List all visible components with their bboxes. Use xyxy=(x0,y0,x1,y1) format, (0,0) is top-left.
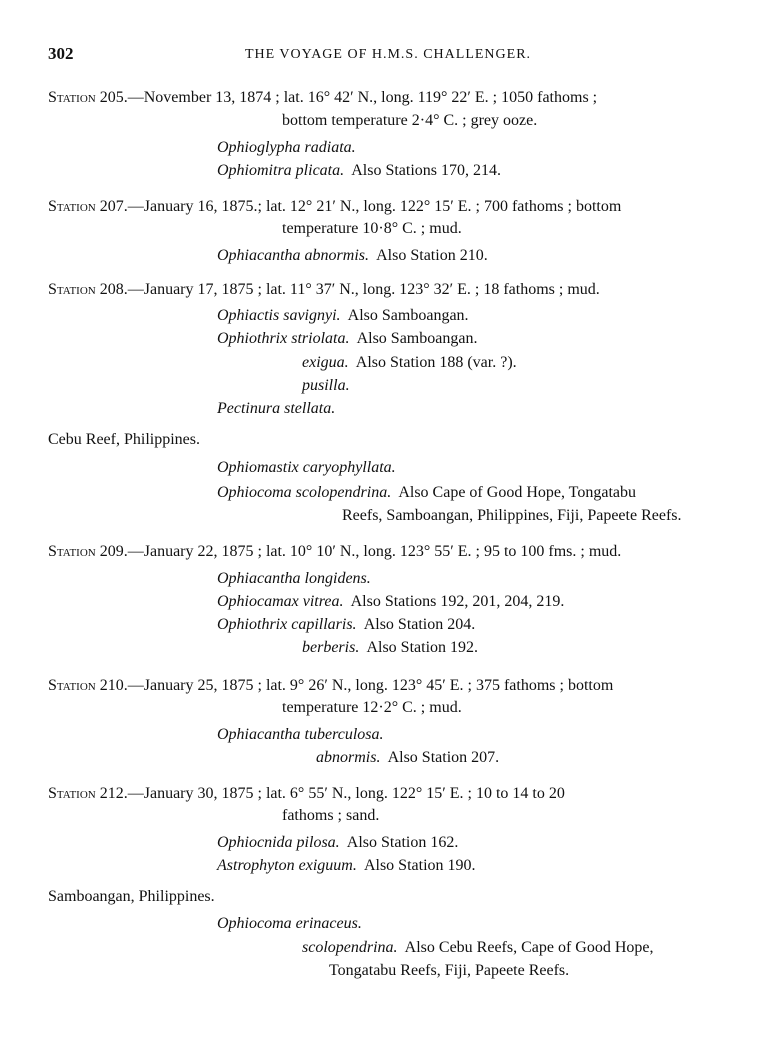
station-entry-208 xyxy=(48,280,600,300)
species-line xyxy=(302,938,654,958)
species-name: Ophiacantha tuberculosa. xyxy=(217,726,384,743)
station-details: —January 17, 1875 ; lat. 11° 37′ N., long. 123° 32′ E. ; 18 fathoms ; mud. xyxy=(127,281,600,298)
species-line xyxy=(217,458,396,478)
species-name: scolopendrina. xyxy=(302,939,398,956)
station-details: —January 30, 1875 ; lat. 6° 55′ N., long. 122° 15′ E. ; 10 to 14 to 20 xyxy=(127,785,565,802)
species-name: Pectinura stellata. xyxy=(217,400,336,417)
species-line xyxy=(217,138,356,158)
station-details: —January 25, 1875 ; lat. 9° 26′ N., long. 123° 45′ E. ; 375 fathoms ; bottom xyxy=(127,677,614,694)
species-line xyxy=(217,914,362,934)
station-entry-209 xyxy=(48,542,621,562)
species-name: Ophiothrix striolata. xyxy=(217,330,350,347)
species-name: Ophiocoma scolopendrina. xyxy=(217,484,392,501)
species-name: Ophiocoma erinaceus. xyxy=(217,915,362,932)
page-number: 302 xyxy=(48,44,74,63)
station-label: Station 205. xyxy=(48,89,128,106)
species-note-continued: Reefs, Samboangan, Philippines, Fiji, Papeete Reefs. xyxy=(342,507,682,524)
species-line xyxy=(217,161,501,181)
station-details: —January 22, 1875 ; lat. 10° 10′ N., long. 123° 55′ E. ; 95 to 100 fms. ; mud. xyxy=(127,543,622,560)
species-note: Also Station 188 (var. ?). xyxy=(355,354,517,371)
station-entry-207 xyxy=(48,197,621,217)
species-name: Ophiomastix caryophyllata. xyxy=(217,459,396,476)
station-details-continued: temperature 12·2° C. ; mud. xyxy=(282,699,462,716)
species-note: Also Samboangan. xyxy=(356,330,478,347)
species-line xyxy=(217,246,488,266)
species-name: Ophiactis savignyi. xyxy=(217,307,341,324)
species-name: pusilla. xyxy=(302,377,350,394)
species-name: berberis. xyxy=(302,639,360,656)
species-line xyxy=(217,399,335,419)
species-line xyxy=(217,592,564,612)
species-name: Ophiocamax vitrea. xyxy=(217,593,344,610)
station-label: Station 208. xyxy=(48,281,128,298)
station-details: —January 16, 1875.; lat. 12° 21′ N., long. 122° 15′ E. ; 700 fathoms ; bottom xyxy=(127,198,622,215)
species-name: Astrophyton exiguum. xyxy=(217,857,357,874)
species-line xyxy=(302,638,478,658)
place-heading: Cebu Reef, Philippines. xyxy=(48,431,200,448)
species-note: Also Station 162. xyxy=(346,834,459,851)
species-name: Ophiacantha longidens. xyxy=(217,570,371,587)
species-line xyxy=(217,483,636,503)
species-note: Also Cape of Good Hope, Tongatabu xyxy=(398,484,636,501)
place-heading: Samboangan, Philippines. xyxy=(48,888,215,905)
station-entry-210 xyxy=(48,676,613,696)
species-line xyxy=(302,353,517,373)
species-name: exigua. xyxy=(302,354,349,371)
station-label: Station 210. xyxy=(48,677,128,694)
species-line xyxy=(217,615,475,635)
running-head: THE VOYAGE OF H.M.S. CHALLENGER. xyxy=(244,47,532,62)
species-note-continued: Tongatabu Reefs, Fiji, Papeete Reefs. xyxy=(329,962,570,979)
station-label: Station 209. xyxy=(48,543,128,560)
station-details-continued: bottom temperature 2·4° C. ; grey ooze. xyxy=(282,112,538,129)
station-entry-212 xyxy=(48,784,565,804)
species-note: Also Station 204. xyxy=(363,616,476,633)
species-note: Also Station 192. xyxy=(366,639,479,656)
species-line xyxy=(302,376,350,396)
station-label: Station 212. xyxy=(48,785,128,802)
species-name: Ophiocnida pilosa. xyxy=(217,834,340,851)
species-line xyxy=(217,306,469,326)
species-line xyxy=(217,329,477,349)
species-name: Ophiomitra plicata. xyxy=(217,162,345,179)
species-note: Also Station 190. xyxy=(363,857,476,874)
species-line xyxy=(217,569,371,589)
station-details: —November 13, 1874 ; lat. 16° 42′ N., long. 119° 22′ E. ; 1050 fathoms ; xyxy=(127,89,598,106)
species-note: Also Station 207. xyxy=(387,749,500,766)
species-note: Also Stations 170, 214. xyxy=(351,162,502,179)
species-note: Also Cebu Reefs, Cape of Good Hope, xyxy=(404,939,654,956)
species-note: Also Station 210. xyxy=(376,247,488,264)
station-details-continued: fathoms ; sand. xyxy=(282,807,380,824)
station-label: Station 207. xyxy=(48,198,128,215)
species-name: Ophiothrix capillaris. xyxy=(217,616,357,633)
species-line xyxy=(217,856,476,876)
species-name: Ophiacantha abnormis. xyxy=(217,247,369,264)
station-details-continued: temperature 10·8° C. ; mud. xyxy=(282,220,462,237)
station-entry-205 xyxy=(48,88,597,108)
species-note: Also Stations 192, 201, 204, 219. xyxy=(350,593,565,610)
species-name: abnormis. xyxy=(316,749,381,766)
species-name: Ophioglypha radiata. xyxy=(217,139,356,156)
species-line xyxy=(217,725,384,745)
species-line xyxy=(217,833,458,853)
species-note: Also Samboangan. xyxy=(347,307,469,324)
species-line xyxy=(316,748,499,768)
